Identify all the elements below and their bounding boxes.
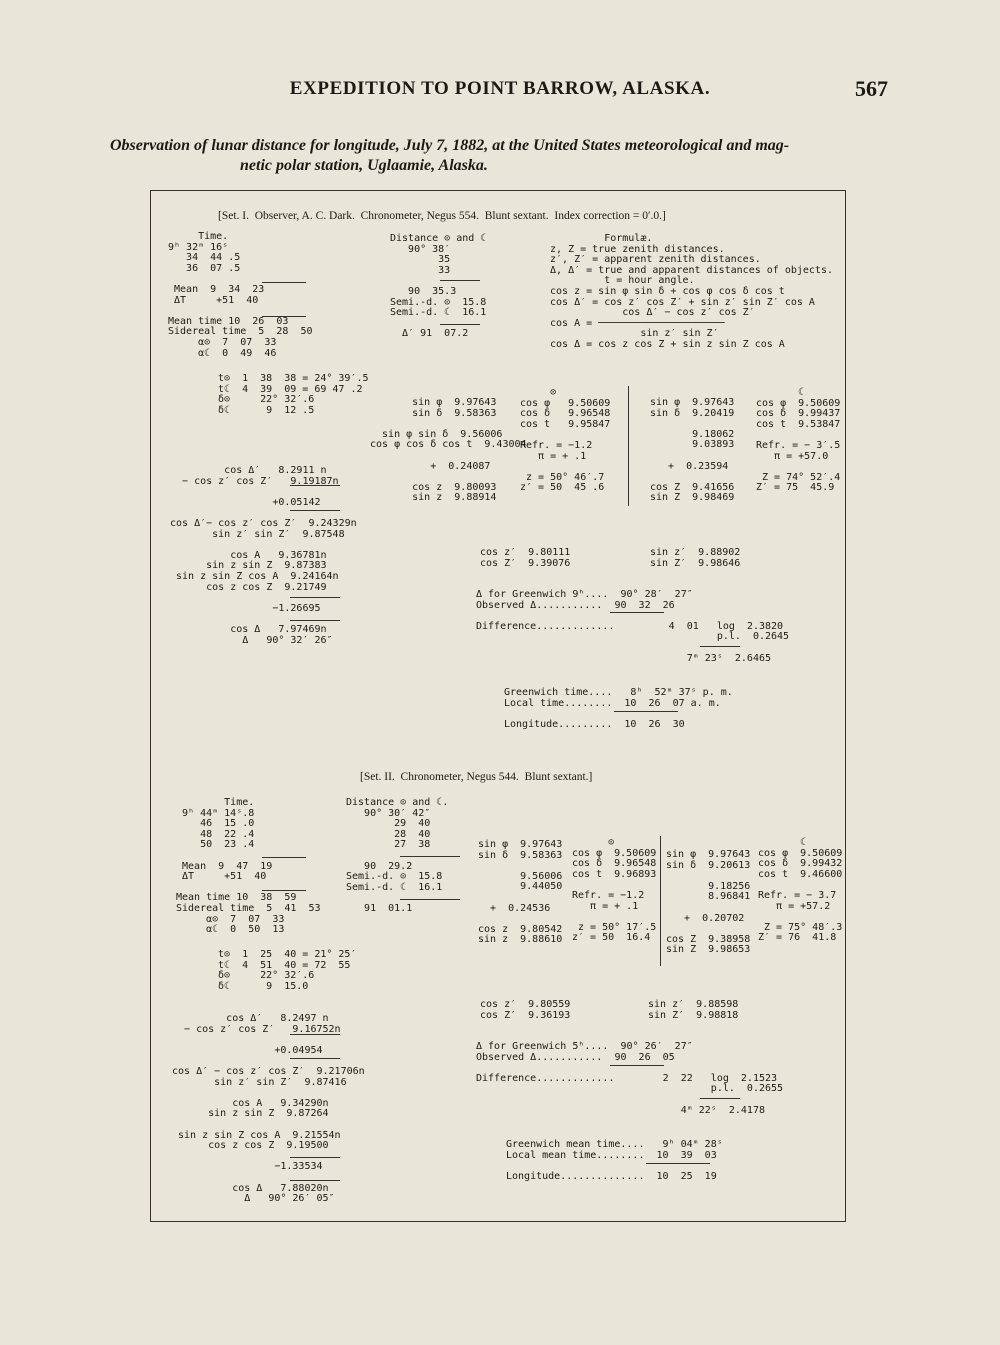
set-1-sun-right: ⊙ cos φ 9.50609 cos δ 9.96548 cos t 9.95847 Refr. = −1.2 π = + .1 z = 50° 46′.7 z′ = 50 45 .6 [520, 387, 611, 494]
rule [290, 485, 340, 486]
rule [290, 620, 340, 621]
set-2-longitude-block: Greenwich mean time.... 9ʰ 04ᵐ 28ˢ Local mean time........ 10 39 03 Longitude.............. 10 25 19 [506, 1139, 723, 1182]
rule [700, 646, 740, 647]
rule [440, 324, 480, 325]
set-2-sun-right: ⊙ cos φ 9.50609 cos δ 9.96548 cos t 9.96893 Refr. = −1.2 π = + .1 z = 50° 17′.5 z′ = 50 16.4 [572, 837, 657, 944]
running-head: EXPEDITION TO POINT BARROW, ALASKA. [289, 78, 711, 99]
caption-line-1: Observation of lunar distance for longitude, July 7, 1882, at the United States meteorological and mag- [110, 137, 790, 154]
rule [290, 1180, 340, 1181]
rule [290, 597, 340, 598]
set-1-formulae-block: Formulæ. z, Z = true zenith distances. z′, Z′ = apparent zenith distances. Δ, Δ′ = true and apparent distances of objects. t = hour angle. cos z = sin φ sin δ + cos φ cos δ cos t cos Δ′ = cos z′ cos Z′ + sin z′ sin Z′ cos A cos Δ′ − cos z′ cos Z′ cos A = ───────────────────── sin z′ sin Z′ cos Δ = cos z cos Z + sin z sin Z cos A [550, 233, 833, 350]
set-1-left-calc: cos Δ′ 8.2911 n − cos z′ cos Z′ 9.19187n +0.05142 cos Δ′− cos z′ cos Z′ 9.24329n sin z′ sin Z′ 9.87548 cos A 9.36781n sin z sin Z 9.87383 sin z sin Z cos A 9.24164n cos z cos Z 9.21749 −1.26695 cos Δ 7.97469n Δ 90° 32′ 26″ [170, 465, 357, 646]
column-divider [660, 836, 661, 966]
set-1-time-block: Time. 9ʰ 32ᵐ 16ˢ 34 44 .5 36 07 .5 Mean 9 34 23 ΔT +51 40 Mean time 10 26 03 Sidereal time 5 28 50 α⊙ 7 07 33 α☾ 0 49 46 [168, 231, 313, 359]
rule [614, 711, 678, 712]
caption-line-2: netic polar station, Uglaamie, Alaska. [240, 157, 488, 174]
rule [440, 280, 480, 281]
set-1-moon-left: sin φ 9.97643 sin δ 9.20419 9.18062 9.03893 + 0.23594 cos Z 9.41656 sin Z 9.98469 [650, 397, 735, 504]
set-2-cos-apparent: cos z′ 9.80559 cos Z′ 9.36193 [480, 999, 571, 1021]
set-2-distance-block: Distance ⊙ and ☾. 90° 30′ 42″ 29 40 28 40 27 38 90 29.2 Semi.-d. ⊙ 15.8 Semi.-d. ☾ 16.1 91 01.1 [346, 797, 449, 914]
rule [262, 857, 306, 858]
set-1-distance-block: Distance ⊙ and ☾ 90° 38′ 35 33 90 35.3 Semi.-d. ⊙ 15.8 Semi.-d. ☾ 16.1 Δ′ 91 07.2 [390, 233, 487, 340]
set-1-moon-right: ☾ cos φ 9.50609 cos δ 9.99437 cos t 9.53847 Refr. = − 3′.5 π = +57.0 Z = 74° 52′.4 Z′ = 75 45.9 [756, 387, 841, 494]
rule [290, 1034, 340, 1035]
set-2-moon-left: sin φ 9.97643 sin δ 9.20613 9.18256 8.96841 + 0.20702 cos Z 9.38958 sin Z 9.98653 [666, 849, 751, 956]
table-caption [110, 136, 900, 176]
set-2-title: [Set. II. Chronometer, Negus 544. Blunt sextant.] [360, 771, 593, 783]
rule [262, 282, 306, 283]
set-1-sun-left: sin φ 9.97643 sin δ 9.58363 sin φ sin δ 9.56006 cos φ cos δ cos t 9.43004 + 0.24087 cos z 9.80093 sin z 9.88914 [370, 397, 527, 504]
rule [400, 899, 460, 900]
rule [290, 1157, 340, 1158]
rule [290, 1058, 340, 1059]
set-1-title: [Set. I. Observer, A. C. Dark. Chronometer, Negus 554. Blunt sextant. Index correction = 0′.0.] [218, 210, 666, 222]
set-1-longitude-block: Greenwich time.... 8ʰ 52ᵐ 37ˢ p. m. Local time........ 10 26 07 a. m. Longitude......... 10 26 30 [504, 687, 733, 730]
rule [700, 1098, 740, 1099]
column-divider [628, 386, 629, 506]
set-2-sun-left: sin φ 9.97643 sin δ 9.58363 9.56006 9.44050 + 0.24536 cos z 9.80542 sin z 9.88610 [478, 839, 563, 946]
set-2-result-block: Δ for Greenwich 5ʰ.... 90° 26′ 27″ Observed Δ........... 90 26 05 Difference............. 2 22 log 2.1523 p.l. 0.2655 4ᵐ 22ˢ 2.4178 [476, 1041, 784, 1116]
rule [610, 1065, 664, 1066]
set-2-moon-right: ☾ cos φ 9.50609 cos δ 9.99432 cos t 9.46600 Refr. = − 3.7 π = +57.2 Z = 75° 48′.3 Z′ = 76 41.8 [758, 837, 843, 944]
set-2-sin-apparent: sin z′ 9.88598 sin Z′ 9.98818 [648, 999, 739, 1021]
page-number: 567 [855, 76, 888, 101]
set-2-left-calc: cos Δ′ 8.2497 n − cos z′ cos Z′ 9.16752n +0.04954 cos Δ′ − cos z′ cos Z′ 9.21706n sin z′ sin Z′ 9.87416 cos A 9.34290n sin z sin Z 9.87264 sin z sin Z cos A 9.21554n cos z cos Z 9.19500 −1.33534 cos Δ 7.88020n Δ 90° 26′ 05″ [172, 1013, 365, 1205]
rule [646, 1163, 710, 1164]
set-1-sin-apparent: sin z′ 9.88902 sin Z′ 9.98646 [650, 547, 741, 569]
set-2-angles-block: t⊙ 1 25 40 = 21° 25′ t☾ 4 51 40 = 72 55 δ⊙ 22° 32′.6 δ☾ 9 15.0 [218, 949, 357, 992]
rule [262, 316, 306, 317]
set-1-result-block: Δ for Greenwich 9ʰ.... 90° 28′ 27″ Observed Δ........... 90 32 26 Difference............. 4 01 log 2.3820 p.l. 0.2645 7ᵐ 23ˢ 2.6465 [476, 589, 790, 664]
rule [400, 856, 460, 857]
set-1-angles-block: t⊙ 1 38 38 = 24° 39′.5 t☾ 4 39 09 = 69 47 .2 δ⊙ 22° 32′.6 δ☾ 9 12 .5 [218, 373, 369, 416]
rule [262, 890, 306, 891]
set-2-time-block: Time. 9ʰ 44ᵐ 14ˢ.8 46 15 .0 48 22 .4 50 23 .4 Mean 9 47 19 ΔT +51 40 Mean time 10 38 59 Sidereal time 5 41 53 α⊙ 7 07 33 α☾ 0 50 13 [176, 797, 321, 936]
rule [610, 612, 664, 613]
rule [290, 510, 340, 511]
set-1-cos-apparent: cos z′ 9.80111 cos Z′ 9.39076 [480, 547, 571, 569]
